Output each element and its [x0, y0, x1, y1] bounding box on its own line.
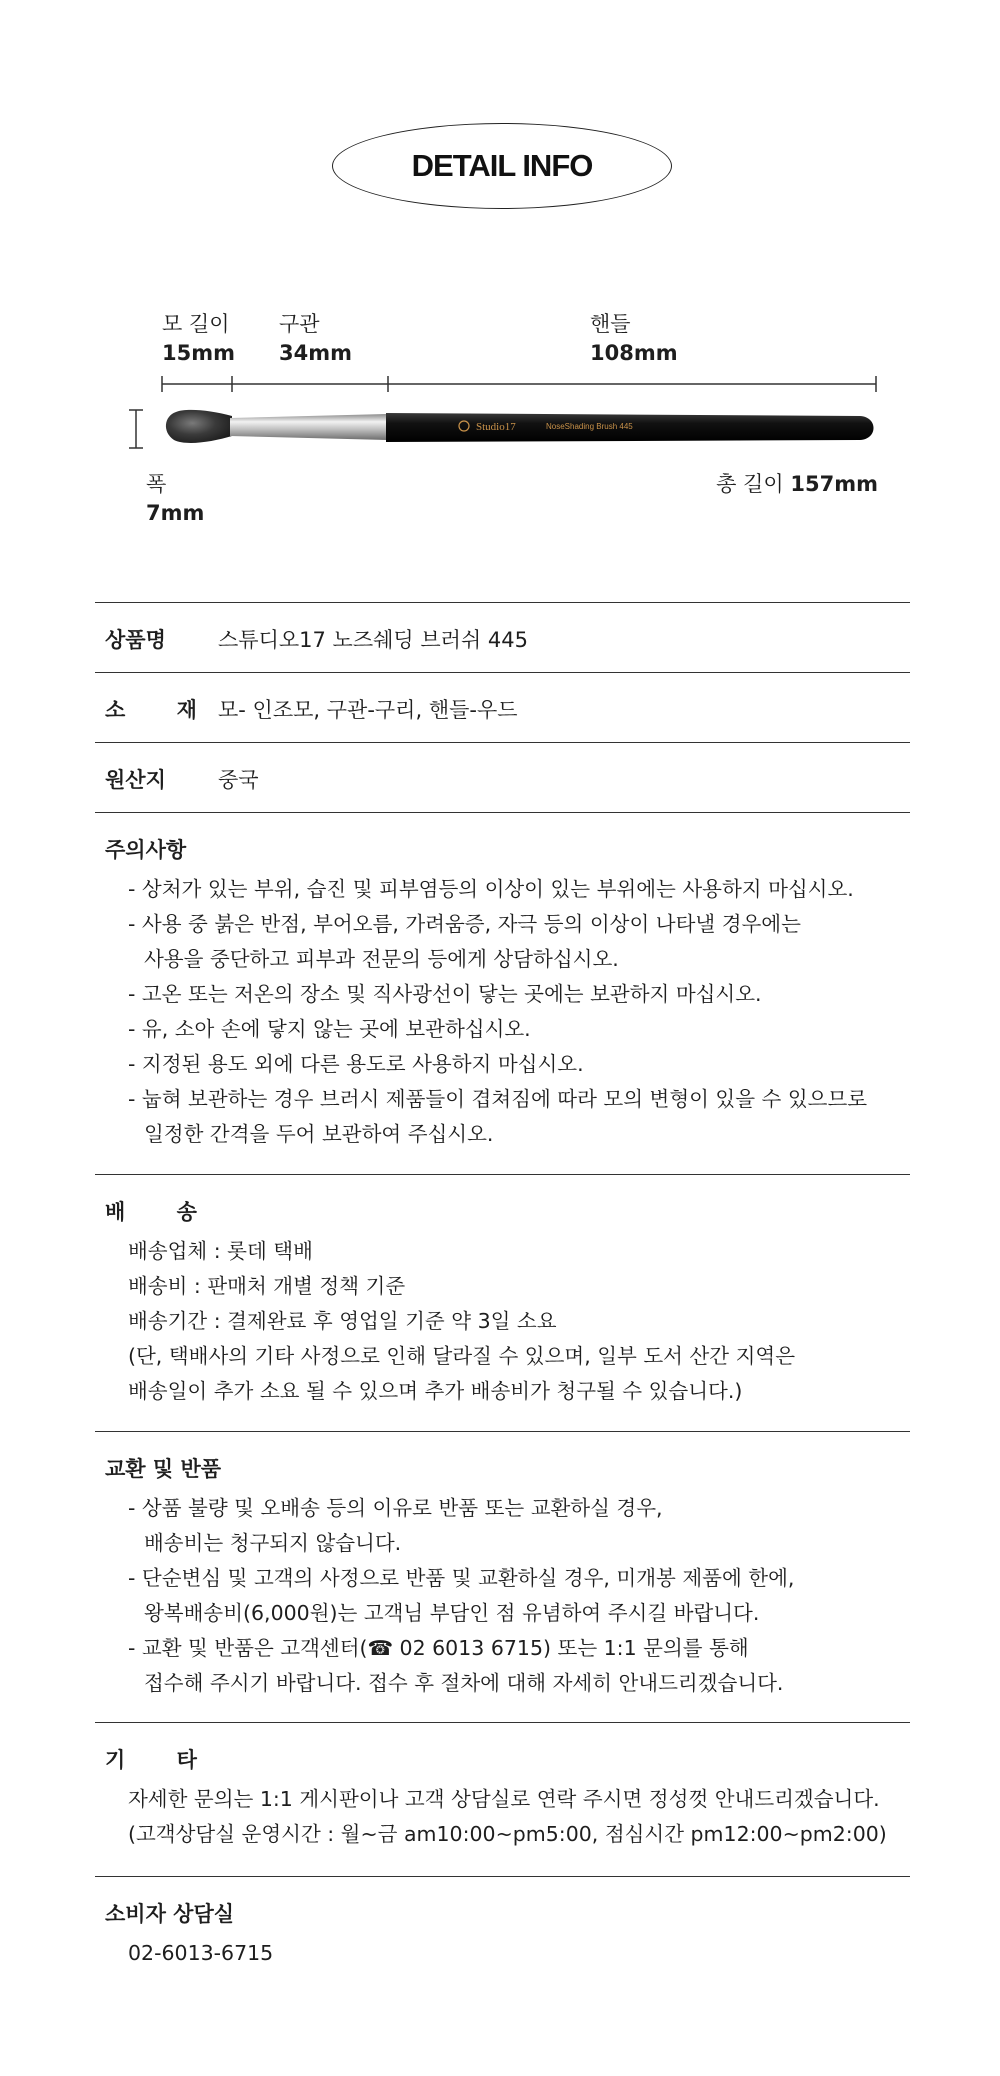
ferrule-length-caption: 구관	[279, 312, 320, 336]
handle-length-label	[590, 310, 678, 368]
brush-diagram	[0, 370, 1000, 450]
page-title: DETAIL INFO	[411, 148, 593, 183]
ferrule-length-label	[279, 310, 352, 368]
handle-length-value: 108mm	[590, 341, 678, 365]
list-item: 접수해 주시기 바랍니다. 접수 후 절차에 대해 자세히 안내드리겠습니다.	[144, 1671, 784, 1695]
dimension-line	[162, 376, 876, 392]
bristle-length-value: 15mm	[162, 341, 235, 365]
list-item: - 고온 또는 저온의 장소 및 직사광선이 닿는 곳에는 보관하지 마십시오.	[128, 982, 762, 1006]
consumer-phone: 02-6013-6715	[128, 1941, 274, 1965]
total-length-caption: 총 길이	[716, 472, 784, 496]
list-item: 배송업체 : 롯데 택배	[128, 1239, 313, 1263]
divider	[95, 742, 910, 743]
spec-value-origin: 중국	[218, 768, 259, 792]
spec-key-origin: 원산지	[105, 768, 166, 792]
spec-value-product-name: 스튜디오17 노즈쉐딩 브러쉬 445	[218, 628, 528, 652]
handle-model-text: NoseShading Brush 445	[546, 422, 633, 431]
spec-key-material: 소 재	[105, 698, 219, 722]
divider	[95, 1876, 910, 1877]
width-marker	[129, 410, 143, 448]
list-item: - 교환 및 반품은 고객센터(☎ 02 6013 6715) 또는 1:1 문의를 통해	[128, 1636, 749, 1660]
ferrule-length-value: 34mm	[279, 341, 352, 365]
divider	[95, 1722, 910, 1723]
list-item: 일정한 간격을 두어 보관하여 주십시오.	[144, 1122, 494, 1146]
list-item: 배송일이 추가 소요 될 수 있으며 추가 배송비가 청구될 수 있습니다.)	[128, 1379, 743, 1403]
list-item: 배송기간 : 결제완료 후 영업일 기준 약 3일 소요	[128, 1309, 557, 1333]
width-label	[146, 470, 204, 528]
divider	[95, 602, 910, 603]
list-item: (고객상담실 운영시간 : 월~금 am10:00~pm5:00, 점심시간 pm12:00~pm2:00)	[128, 1822, 887, 1846]
etc-list	[128, 1782, 887, 1852]
shipping-list	[128, 1234, 795, 1409]
consumer-contact	[128, 1936, 273, 1971]
handle-brand-text: Studio17	[476, 421, 516, 433]
handle-length-caption: 핸들	[590, 312, 631, 336]
bristle-length-caption: 모 길이	[162, 312, 230, 336]
caution-heading: 주의사항	[105, 838, 187, 862]
list-item: 자세한 문의는 1:1 게시판이나 고객 상담실로 연락 주시면 정성껏 안내드리겠습니다.	[128, 1787, 880, 1811]
title-oval	[332, 123, 672, 209]
divider	[95, 1431, 910, 1432]
spec-value-material: 모- 인조모, 구관-구리, 핸들-우드	[218, 698, 518, 722]
spec-key-product-name: 상품명	[105, 628, 166, 652]
total-length-label	[716, 468, 878, 498]
divider	[95, 812, 910, 813]
brush-bristles	[166, 410, 232, 443]
brush-ferrule	[230, 414, 388, 440]
consumer-heading: 소비자 상담실	[105, 1902, 235, 1926]
etc-heading: 기 타	[105, 1748, 219, 1772]
divider	[95, 672, 910, 673]
list-item: - 사용 중 붉은 반점, 부어오름, 가려움증, 자극 등의 이상이 나타낼 경우에는	[128, 912, 801, 936]
list-item: (단, 택배사의 기타 사정으로 인해 달라질 수 있으며, 일부 도서 산간 지역은	[128, 1344, 795, 1368]
list-item: 사용을 중단하고 피부과 전문의 등에게 상담하십시오.	[144, 947, 619, 971]
list-item: 왕복배송비(6,000원)는 고객님 부담인 점 유념하여 주시길 바랍니다.	[144, 1601, 760, 1625]
list-item: - 눕혀 보관하는 경우 브러시 제품들이 겹쳐짐에 따라 모의 변형이 있을 수 있으므로	[128, 1087, 868, 1111]
list-item: - 유, 소아 손에 닿지 않는 곳에 보관하십시오.	[128, 1017, 531, 1041]
bristle-length-label	[162, 310, 235, 368]
width-caption: 폭	[146, 472, 167, 496]
list-item: - 상품 불량 및 오배송 등의 이유로 반품 또는 교환하실 경우,	[128, 1496, 663, 1520]
total-length-value: 157mm	[790, 472, 878, 496]
list-item: 배송비는 청구되지 않습니다.	[144, 1531, 402, 1555]
caution-list	[128, 872, 867, 1152]
width-value: 7mm	[146, 501, 205, 525]
list-item: - 상처가 있는 부위, 습진 및 피부염등의 이상이 있는 부위에는 사용하지 마십시오.	[128, 877, 854, 901]
returns-heading: 교환 및 반품	[105, 1457, 222, 1481]
list-item: 배송비 : 판매처 개별 정책 기준	[128, 1274, 406, 1298]
divider	[95, 1174, 910, 1175]
list-item: - 지정된 용도 외에 다른 용도로 사용하지 마십시오.	[128, 1052, 584, 1076]
list-item: - 단순변심 및 고객의 사정으로 반품 및 교환하실 경우, 미개봉 제품에 한에,	[128, 1566, 795, 1590]
returns-list	[128, 1491, 794, 1701]
shipping-heading: 배 송	[105, 1200, 219, 1224]
